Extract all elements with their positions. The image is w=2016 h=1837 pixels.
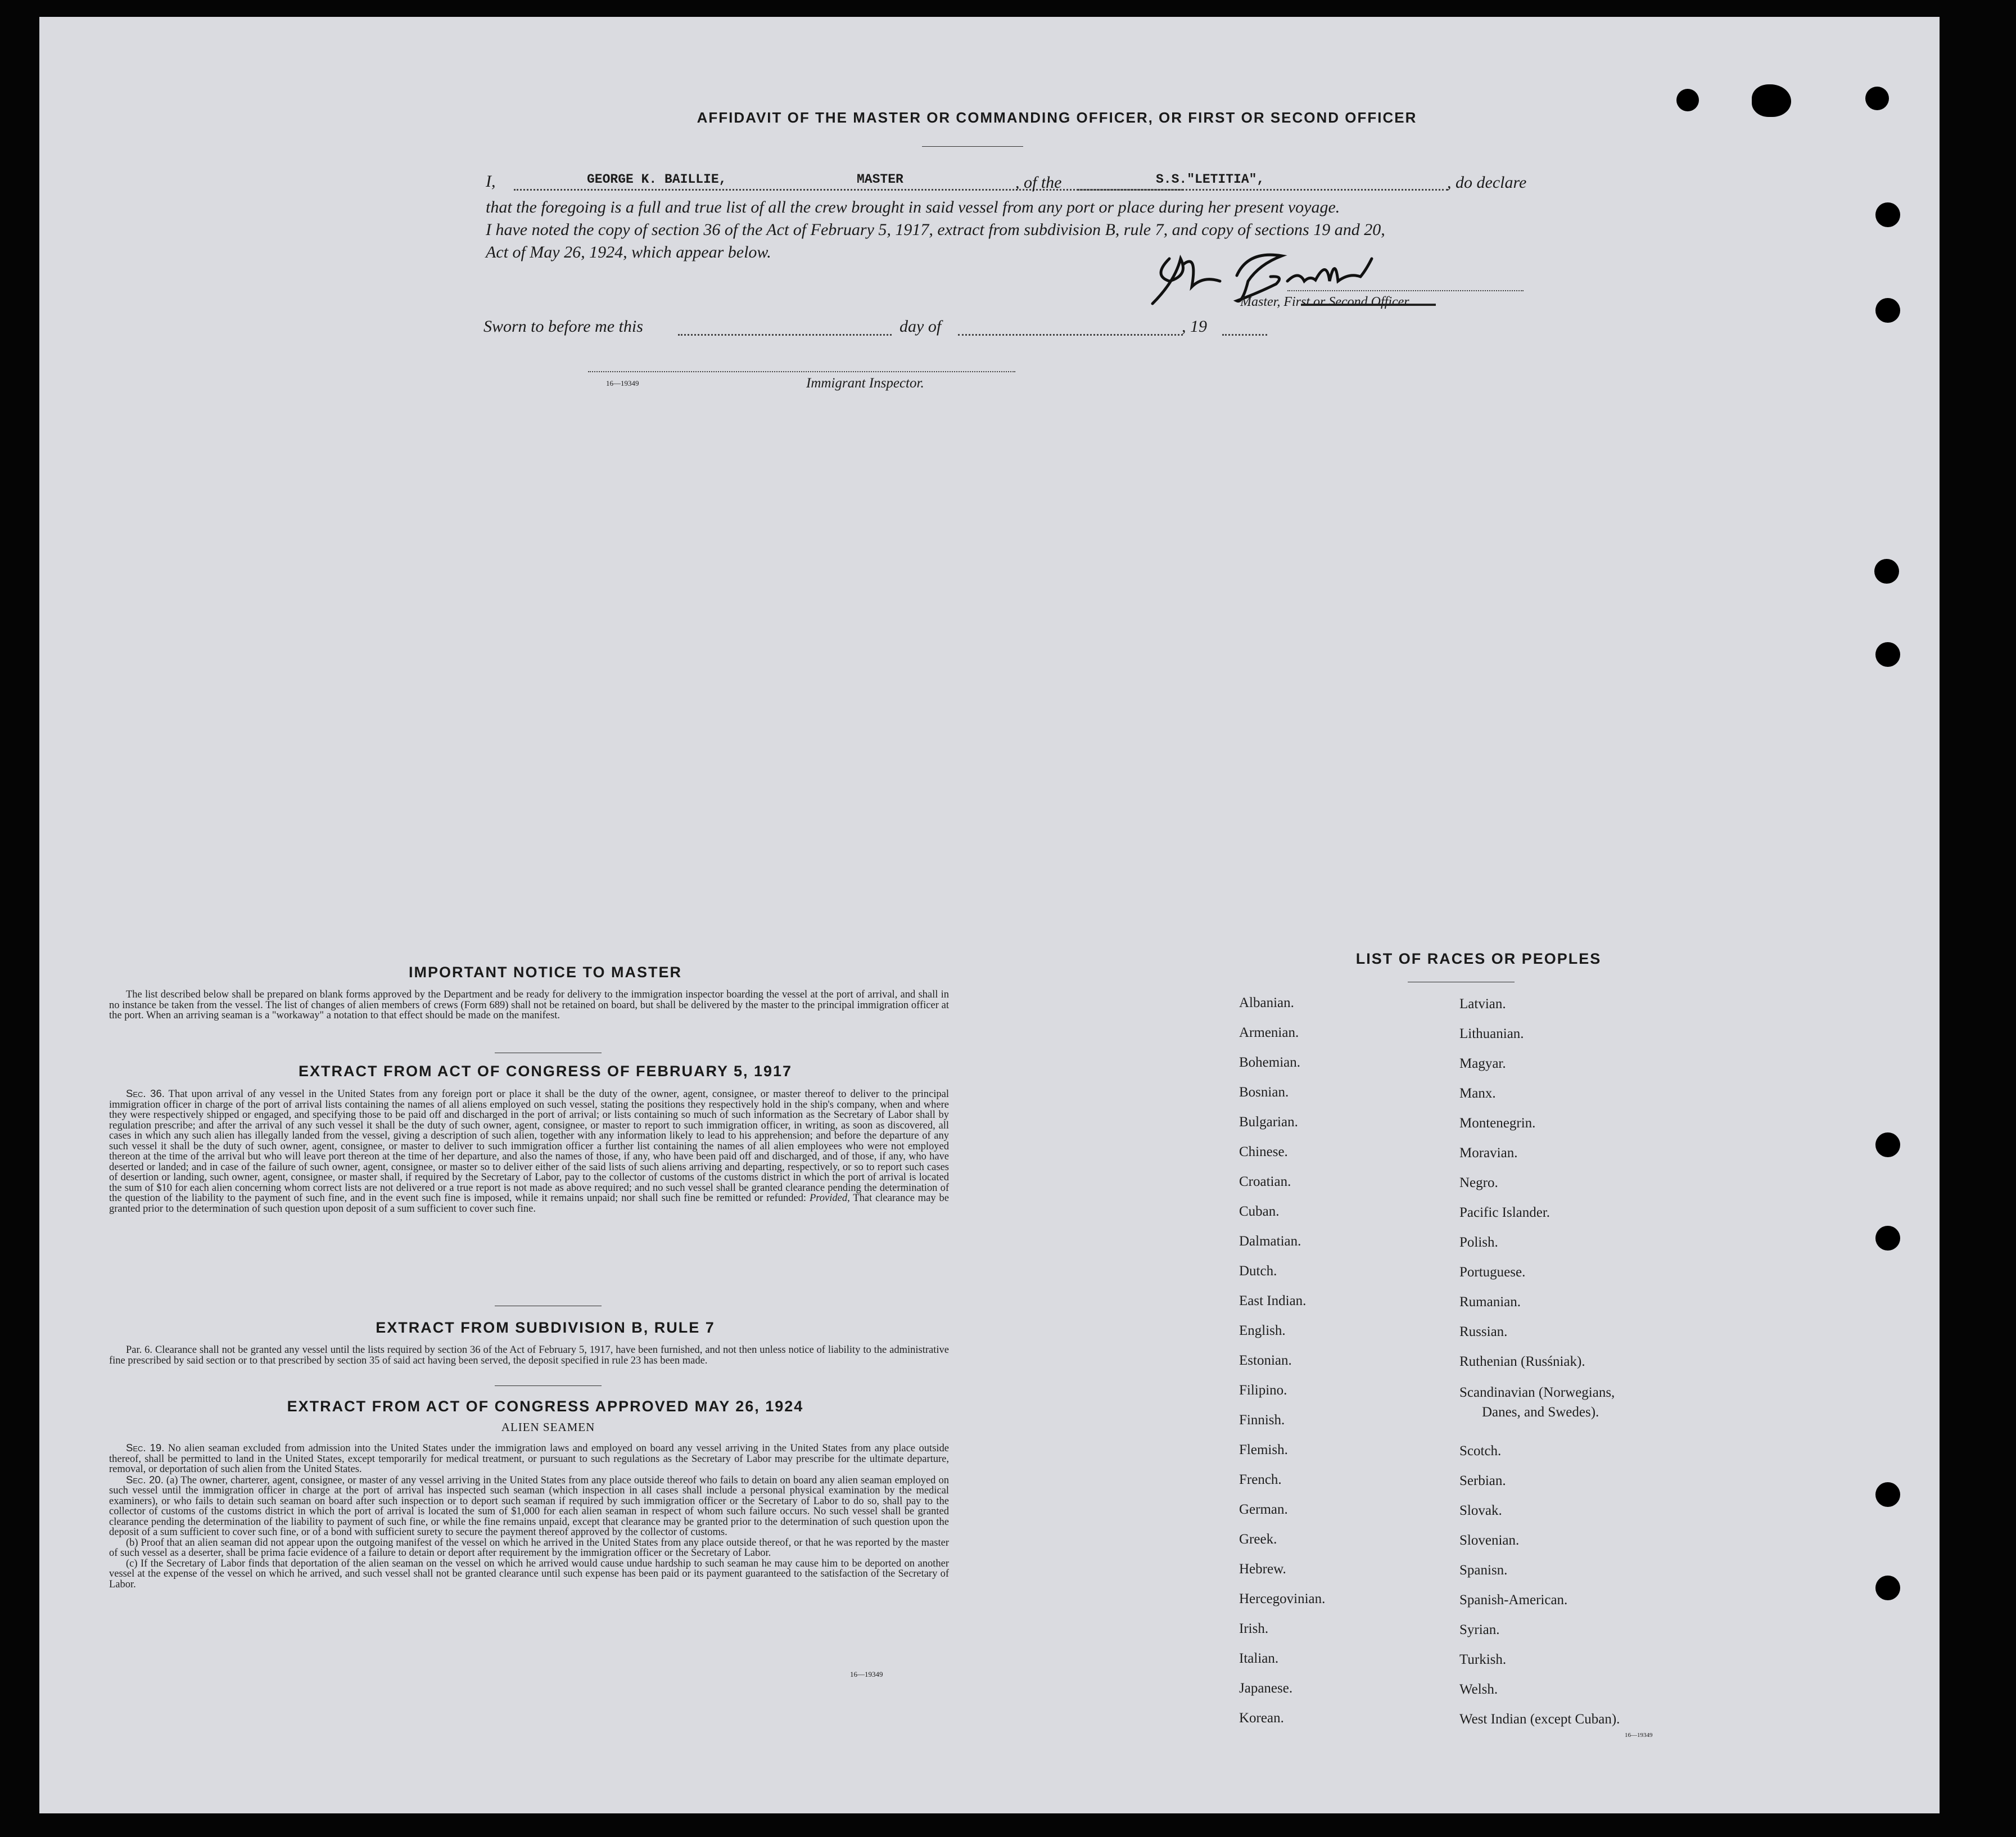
- form-number-right: 16—19349: [1625, 1732, 1653, 1739]
- divider: [495, 1385, 602, 1386]
- race-item: Russian.: [1459, 1324, 1508, 1339]
- form-number-left: 16—19349: [850, 1670, 883, 1678]
- year-label: , 19: [1182, 317, 1207, 336]
- sec20c-text: (c) If the Secretary of Labor finds that deportation of the alien seaman on the vessel on which he arrived would cause undue hardship to such seaman he may cause him to be deported on another vessel at the expense of the vessel on which he arrived, and such vessel shall not be granted clearance until such expense has been paid or its payment guaranteed to the satisfaction of the Secretary of Labor.: [109, 1558, 949, 1590]
- sec19-text: No alien seaman excluded from admission into the United States under the immigration laws and employed on board any vessel arriving in the United States from any place outside thereof, shall be permitted to land in the United States, except temporarily for medical treatment, or pursuant to such regulations as the Secretary of Labor may prescribe for the ultimate departure, removal, or deportation of such alien from the United States.: [109, 1443, 949, 1475]
- punch-hole: [1875, 1132, 1900, 1157]
- punch-hole: [1875, 642, 1900, 667]
- race-item: Pacific Islander.: [1459, 1205, 1551, 1220]
- affidavit-title: AFFIDAVIT OF THE MASTER OR COMMANDING OFFICER, OR FIRST OR SECOND OFFICER: [697, 109, 1417, 126]
- punch-hole: [1875, 1226, 1900, 1251]
- race-item: Greek.: [1239, 1532, 1277, 1547]
- race-item: Scotch.: [1459, 1443, 1502, 1459]
- race-item: Montenegrin.: [1459, 1116, 1536, 1131]
- race-item: Turkish.: [1459, 1652, 1507, 1667]
- race-item: French.: [1239, 1472, 1282, 1487]
- race-item: Latvian.: [1459, 996, 1506, 1012]
- master-rank: MASTER: [857, 172, 903, 187]
- race-item: Filipino.: [1239, 1383, 1287, 1398]
- race-item: Bulgarian.: [1239, 1114, 1298, 1130]
- form-number-top: 16—19349: [606, 379, 639, 387]
- sworn-day-blank: [678, 334, 892, 336]
- vessel-blank: [1077, 189, 1448, 191]
- alien-seamen-subtitle: ALIEN SEAMEN: [501, 1420, 595, 1434]
- race-item: Portuguese.: [1459, 1265, 1526, 1280]
- divider: [922, 146, 1023, 147]
- race-item: Rumanian.: [1459, 1294, 1521, 1310]
- race-item: Scandinavian (Norwegians,: [1459, 1385, 1615, 1400]
- signature-caption: Master, First or Second Officer.: [1240, 295, 1411, 309]
- race-item-continuation: Danes, and Swedes).: [1482, 1405, 1599, 1420]
- sworn-label: Sworn to before me this: [483, 317, 643, 336]
- race-item: Spanisn.: [1459, 1563, 1508, 1578]
- race-item: Ruthenian (Rusśniak).: [1459, 1354, 1585, 1369]
- notice-title: IMPORTANT NOTICE TO MASTER: [409, 964, 682, 981]
- race-item: Negro.: [1459, 1175, 1498, 1190]
- race-item: Moravian.: [1459, 1145, 1518, 1161]
- proviso-label: Provided,: [809, 1193, 850, 1204]
- extract-1917-title: EXTRACT FROM ACT OF CONGRESS OF FEBRUARY 5, 1917: [298, 1063, 793, 1080]
- race-item: German.: [1239, 1502, 1288, 1517]
- punch-hole: [1875, 298, 1900, 323]
- race-item: Hebrew.: [1239, 1561, 1286, 1577]
- race-item: Hercegovinian.: [1239, 1591, 1326, 1606]
- punch-hole: [1875, 1576, 1900, 1600]
- race-item: Manx.: [1459, 1086, 1496, 1101]
- extract-1924-title: EXTRACT FROM ACT OF CONGRESS APPROVED MAY 26, 1924: [287, 1398, 804, 1415]
- vessel-name: S.S."LETITIA",: [1156, 172, 1265, 187]
- race-item: Italian.: [1239, 1651, 1279, 1666]
- race-item: Cuban.: [1239, 1204, 1280, 1219]
- sec19-label: Sec. 19.: [126, 1442, 165, 1454]
- race-item: Spanish-American.: [1459, 1592, 1568, 1608]
- race-item: Armenian.: [1239, 1025, 1299, 1040]
- inspector-blank: [588, 371, 1015, 372]
- notice-text: [109, 990, 949, 1021]
- extract-1924-text: [109, 1443, 949, 1590]
- punch-hole: [1874, 559, 1899, 584]
- sec20a-text: (a) The owner, charterer, agent, consignee, or master of any vessel arriving in the United States from any place outside thereof who fails to detain on board any alien seaman employed on such vessel until the immigration officer in charge at the port of arrival has inspected such seaman (which inspection in all cases shall include a personal physical examination by the medical examiners), or who fails to detain such seaman on board after such inspection or to deport such seaman if required by such immigration officer or the Secretary of Labor to do so, shall pay to the collector of customs of the customs district in which the port of arrival is located the sum of $1,000 for each alien seaman in respect of whom such failure occurs. No such vessel shall be granted clearance pending the determination of the liability to payment of such fine, or while the fine remains unpaid, except that clearance may be granted prior to the determination of such question upon the deposit of a sum sufficient to cover such fine, or of a bond with sufficient surety to secure the payment thereof approved by the collector of customs.: [109, 1474, 949, 1538]
- strike-first-second: [1301, 304, 1436, 306]
- punch-hole: [1676, 89, 1699, 111]
- race-item: Magyar.: [1459, 1056, 1506, 1071]
- punch-hole: [1875, 202, 1900, 227]
- race-item: Slovenian.: [1459, 1533, 1520, 1548]
- extract-rule7-text: [109, 1345, 949, 1366]
- sec36-label: Sec. 36.: [126, 1087, 165, 1099]
- sec20b-text: (b) Proof that an alien seaman did not appear upon the outgoing manifest of the vessel on which he arrived in the United States from any place outside thereof, or that he was reported by the master of such vessel as a deserter, shall be prima facie evidence of a failure to detain or deport after requirement by the immigration officer or the Secretary of Labor.: [109, 1537, 949, 1559]
- affidavit-line-2: that the foregoing is a full and true list of all the crew brought in said vessel from any port or place during her present voyage.: [486, 198, 1340, 216]
- affidavit-line-4: Act of May 26, 1924, which appear below.: [486, 243, 771, 261]
- race-item: Bohemian.: [1239, 1055, 1301, 1070]
- day-of-label: day of: [899, 317, 942, 336]
- race-item: Slovak.: [1459, 1503, 1502, 1518]
- rule7-paragraph: Par. 6. Clearance shall not be granted any vessel until the lists required by section 36 of the Act of February 5, 1917, have been furnished, and not then unless notice of liability to the administrative fine prescribed by said section or to that prescribed by section 35 of said act having been served, the deposit specified in rule 23 has been made.: [109, 1344, 949, 1366]
- race-item: Bosnian.: [1239, 1085, 1289, 1100]
- punch-hole: [1865, 87, 1889, 110]
- sworn-line: [483, 317, 1304, 340]
- race-item: Croatian.: [1239, 1174, 1291, 1189]
- signature-blank: [1287, 290, 1524, 291]
- race-item: Syrian.: [1459, 1622, 1500, 1637]
- sworn-month-blank: [958, 334, 1183, 336]
- sec36-text: That upon arrival of any vessel in the United States from any foreign port or place it shall be the duty of the owner, agent, consignee, or master thereof to deliver to the principal immigration officer in charge of the port of arrival lists containing the names of all aliens employed on such vessel, stating the positions they respectively hold in the ship's company, when and where they were respectively shipped or engaged, and specifying those to be paid off and discharged in the port of arrival; or lists containing so much of such information as the Secretary of Labor shall by regulation prescribe; and after the arrival of any such vessel it shall be the duty of such owner, agent, consignee, or master to report to such immigration officer, in writing, as soon as discovered, all cases in which any such alien has illegally landed from the vessel, giving a description of such alien, together with any information likely to lead to his apprehension; and before the departure of any such vessel it shall be the duty of such owner, agent, consignee, or master to deliver to such immigration officer a further list containing the names of all alien employees who were not employed thereon at the time of the arrival but who will leave port thereon at the time of her departure, and also the names of those, if any, who have been paid off and discharged, and of those, if any, who have deserted or landed; and in case of the failure of such owner, agent, consignee, or master so to deliver either of the said lists of such aliens arriving and departing, respectively, or so to report such cases of desertion or landing, such owner, agent, consignee, or master shall, if required by the Secretary of Labor, pay to the collector of customs of the customs district in which the port of arrival is located the sum of $10 for each alien concerning whom correct lists are not delivered or a true report is not made as above required; and no such vessel shall be granted clearance pending the determination of the question of the liability to the payment of such fine, and in the event such fine is imposed, while it remains unpaid; nor shall such fine be remitted or refunded:: [109, 1089, 949, 1204]
- punch-hole: [1752, 84, 1791, 117]
- race-item: Serbian.: [1459, 1473, 1506, 1488]
- do-declare-label: , do declare: [1447, 173, 1527, 192]
- manifest-page: [39, 17, 1940, 1813]
- race-item: Estonian.: [1239, 1353, 1292, 1368]
- race-item: Japanese.: [1239, 1681, 1293, 1696]
- race-item: Dalmatian.: [1239, 1234, 1301, 1249]
- race-item: Irish.: [1239, 1621, 1269, 1636]
- year-blank: [1222, 334, 1267, 336]
- sec20-label: Sec. 20.: [126, 1473, 164, 1486]
- race-item: Korean.: [1239, 1710, 1284, 1726]
- affidavit-i-label: I,: [486, 172, 496, 191]
- affidavit-line-3: I have noted the copy of section 36 of the Act of February 5, 1917, extract from subdivision B, rule 7, and copy of sections 19 and 20,: [486, 220, 1385, 239]
- proviso-text: That clearance may be granted prior to the determination of such question upon deposit of a sum sufficient to cover such fine.: [109, 1193, 949, 1215]
- race-item: Finnish.: [1239, 1412, 1285, 1428]
- race-item: East Indian.: [1239, 1293, 1307, 1308]
- race-item: English.: [1239, 1323, 1286, 1338]
- race-item: Welsh.: [1459, 1682, 1498, 1697]
- extract-1917-text: [109, 1089, 949, 1214]
- of-the-label: , of the: [1015, 173, 1062, 192]
- race-item: Dutch.: [1239, 1263, 1277, 1279]
- affidavit-line-1: [486, 172, 1543, 195]
- extract-rule7-title: EXTRACT FROM SUBDIVISION B, RULE 7: [376, 1319, 715, 1336]
- notice-paragraph: The list described below shall be prepared on blank forms approved by the Department and be ready for delivery to the immigration inspector boarding the vessel at the port of arrival, and shall in no instance be taken from the vessel. The list of changes of alien members of crews (Form 689) shall not be retained on board, but shall be delivered by the master to the principal immigration officer at the port. When an arriving seaman is a "workaway" a notation to that effect should be made on the manifest.: [109, 989, 949, 1021]
- race-item: Chinese.: [1239, 1144, 1288, 1159]
- race-item: Lithuanian.: [1459, 1026, 1524, 1041]
- race-item: Polish.: [1459, 1235, 1498, 1250]
- races-title: LIST OF RACES OR PEOPLES: [1355, 950, 1602, 967]
- master-name: GEORGE K. BAILLIE,: [587, 172, 727, 187]
- race-item: West Indian (except Cuban).: [1459, 1712, 1620, 1727]
- race-item: Flemish.: [1239, 1442, 1288, 1457]
- inspector-caption: Immigrant Inspector.: [806, 376, 924, 391]
- race-item: Albanian.: [1239, 995, 1294, 1010]
- punch-hole: [1875, 1482, 1900, 1507]
